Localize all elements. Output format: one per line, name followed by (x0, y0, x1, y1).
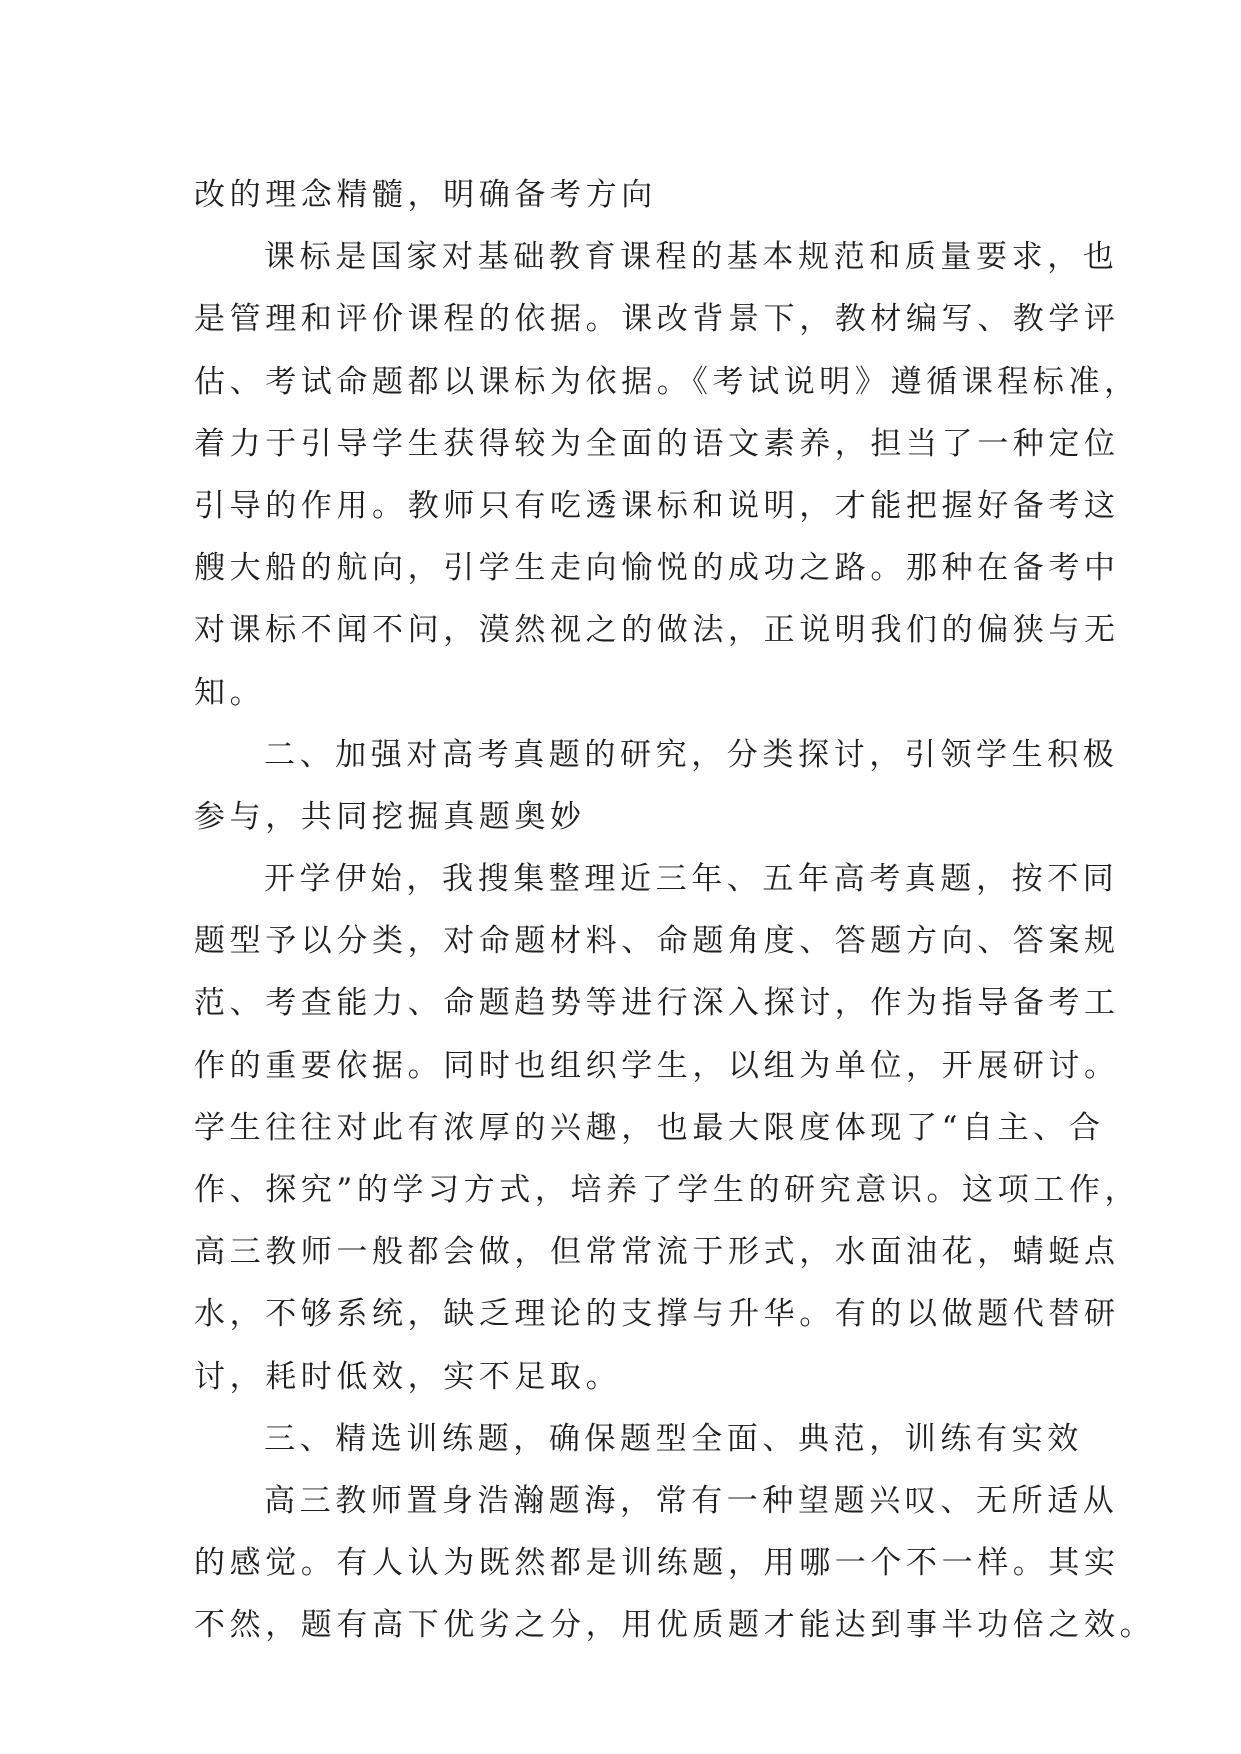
text-line: 讨，耗时低效，实不足取。 (194, 1358, 622, 1395)
text-line: 估、考试命题都以课标为依据。《考试说明》遵循课程标准， (194, 363, 1140, 400)
text-line: 着力于引导学生获得较为全面的语文素养，担当了一种定位 (194, 425, 1120, 462)
text-line: 不然，题有高下优劣之分，用优质题才能达到事半功倍之效。 (194, 1607, 1156, 1644)
text-line: 高三教师一般都会做，但常常流于形式，水面油花，蜻蜓点 (194, 1234, 1120, 1271)
text-line: 作、探究”的学习方式，培养了学生的研究意识。这项工作， (194, 1172, 1141, 1208)
text-line: 的感觉。有人认为既然都是训练题，用哪一个不一样。其实 (194, 1545, 1120, 1582)
text-line: 作的重要依据。同时也组织学生，以组为单位，开展研讨。 (194, 1047, 1120, 1084)
section-heading: 二、加强对高考真题的研究，分类探讨，引领学生积极 (264, 736, 1119, 773)
text-line: 知。 (194, 674, 266, 711)
text-line: 是管理和评价课程的依据。课改背景下，教材编写、教学评 (194, 301, 1120, 338)
text-line: 艘大船的航向，引学生走向愉悦的成功之路。那种在备考中 (194, 550, 1120, 587)
text-line: 题型予以分类，对命题材料、命题角度、答题方向、答案规 (194, 923, 1120, 960)
text-line: 对课标不闻不问，漠然视之的做法，正说明我们的偏狭与无 (194, 612, 1120, 649)
text-line: 课标是国家对基础教育课程的基本规范和质量要求，也 (264, 239, 1119, 276)
section-heading: 参与，共同挖掘真题奥妙 (194, 798, 586, 835)
text-line: 引导的作用。教师只有吃透课标和说明，才能把握好备考这 (194, 487, 1120, 524)
text-line: 改的理念精髓，明确备考方向 (194, 177, 657, 213)
body-text (194, 164, 1156, 1657)
text-line: 开学伊始，我搜集整理近三年、五年高考真题，按不同 (264, 861, 1119, 898)
section-heading: 三、精选训练题，确保题型全面、典范，训练有实效 (264, 1420, 1083, 1457)
text-line: 学生往往对此有浓厚的兴趣，也最大限度体现了“自主、合 (194, 1109, 1105, 1146)
text-line: 高三教师置身浩瀚题海，常有一种望题兴叹、无所适从 (264, 1482, 1119, 1519)
text-line: 水，不够系统，缺乏理论的支撑与升华。有的以做题代替研 (194, 1296, 1120, 1333)
text-line: 范、考查能力、命题趋势等进行深入探讨，作为指导备考工 (194, 985, 1120, 1022)
